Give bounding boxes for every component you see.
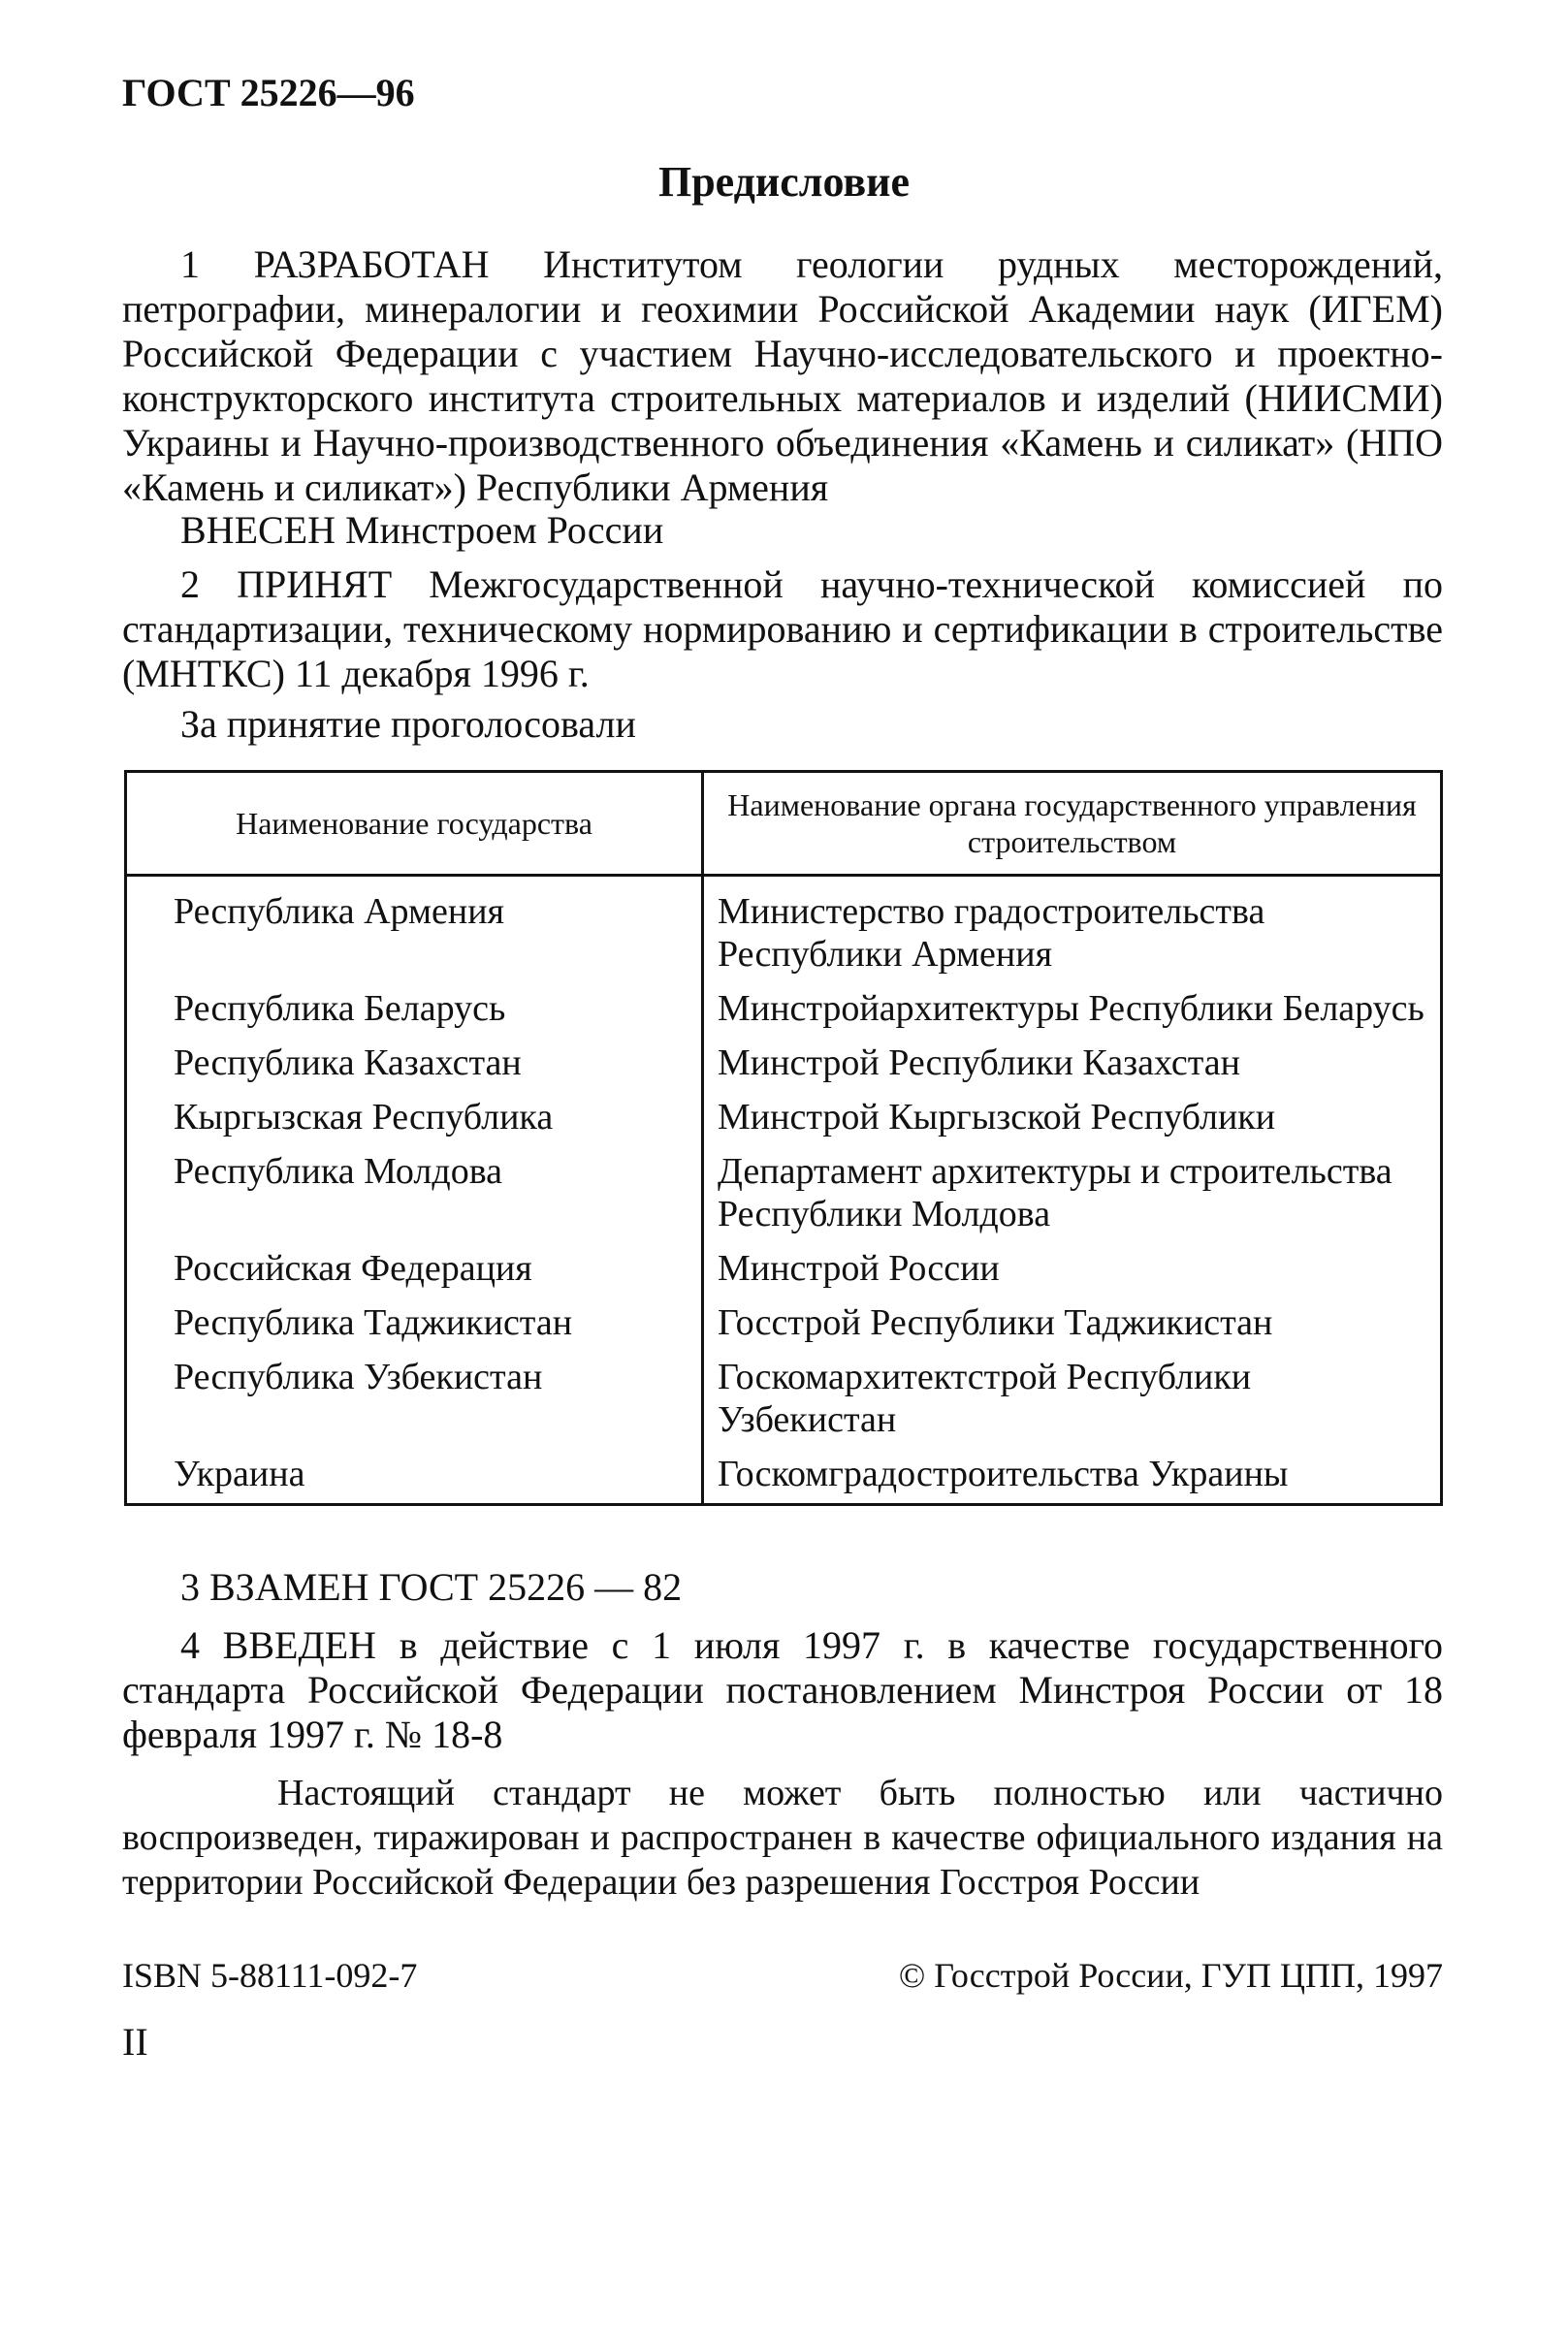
table-cell-state: Республика Узбекистан (126, 1356, 703, 1453)
table-row (126, 876, 1442, 988)
table-cell-body: Госкомградостроительства Украины (703, 1453, 1442, 1505)
table-cell-state: Республика Молдова (126, 1150, 703, 1247)
table-row (126, 1041, 1442, 1096)
document-code: ГОСТ 25226—96 (122, 71, 415, 114)
table-row (126, 1356, 1442, 1453)
isbn: ISBN 5-88111-092-7 (122, 1956, 418, 1995)
paragraph-effective: 4 ВВЕДЕН в действие с 1 июля 1997 г. в качестве государственного стандарта Российской Федерации постановлением Минстроя России от 18 февраля 1997 г. № 18-8 (122, 1623, 1443, 1756)
table-row (126, 1247, 1442, 1301)
table-cell-body: Минстройархитектуры Республики Беларусь (703, 987, 1442, 1041)
table-row (126, 1453, 1442, 1505)
page-number: II (122, 2020, 148, 2064)
table-cell-state: Республика Армения (126, 876, 703, 988)
table-cell-state: Кыргызская Республика (126, 1096, 703, 1150)
table-cell-body: Минстрой Республики Казахстан (703, 1041, 1442, 1096)
table-cell-body: Минстрой России (703, 1247, 1442, 1301)
table-row (126, 1096, 1442, 1150)
voted-label: За принятие проголосовали (180, 702, 636, 746)
table-cell-body: Департамент архитектуры и строительства Республики Молдова (703, 1150, 1442, 1247)
copyright: © Госстрой России, ГУП ЦПП, 1997 (898, 1956, 1443, 1995)
table-row (126, 1301, 1442, 1356)
page-title: Предисловие (657, 158, 910, 206)
table-cell-state: Российская Федерация (126, 1247, 703, 1301)
table-cell-body: Министерство градостроительства Республики Армения (703, 876, 1442, 988)
paragraph-developed: 1 РАЗРАБОТАН Институтом геологии рудных месторождений, петрографии, минералогии и геохимии Российской Академии наук (ИГЕМ) Российской Федерации с участием Научно-исследовательского и проектно-конструкторского института строительных материалов и изделий (НИИСМИ) Украины и Научно-производственного объединения «Камень и силикат» (НПО «Камень и силикат») Республики Армения (122, 242, 1443, 509)
paragraph-replaces: 3 ВЗАМЕН ГОСТ 25226 — 82 (180, 1565, 683, 1609)
table-cell-state: Республика Казахстан (126, 1041, 703, 1096)
paragraph-adopted: 2 ПРИНЯТ Межгосударственной научно-технической комиссией по стандартизации, техническому нормированию и сертификации в строительстве (МНТКС) 11 декабря 1996 г. (122, 562, 1443, 695)
table-cell-state: Республика Беларусь (126, 987, 703, 1041)
table-cell-body: Минстрой Кыргызской Республики (703, 1096, 1442, 1150)
votes-table (124, 770, 1443, 1506)
table-cell-body: Госкомархитектстрой Республики Узбекистан (703, 1356, 1442, 1453)
table-cell-state: Республика Таджикистан (126, 1301, 703, 1356)
table-row (126, 987, 1442, 1041)
table-cell-body: Госстрой Республики Таджикистан (703, 1301, 1442, 1356)
table-header-body: Наименование органа государственного управления строительством (703, 772, 1442, 876)
table-header-row (126, 772, 1442, 876)
paragraph-notice: Настоящий стандарт не может быть полностью или частично воспроизведен, тиражирован и распространен в качестве официального издания на территории Российской Федерации без разрешения Госстроя России (122, 1773, 1443, 1903)
paragraph-introduced: ВНЕСЕН Минстроем России (180, 508, 664, 552)
table-row (126, 1150, 1442, 1247)
table-cell-state: Украина (126, 1453, 703, 1505)
table-header-state: Наименование государства (126, 772, 703, 876)
